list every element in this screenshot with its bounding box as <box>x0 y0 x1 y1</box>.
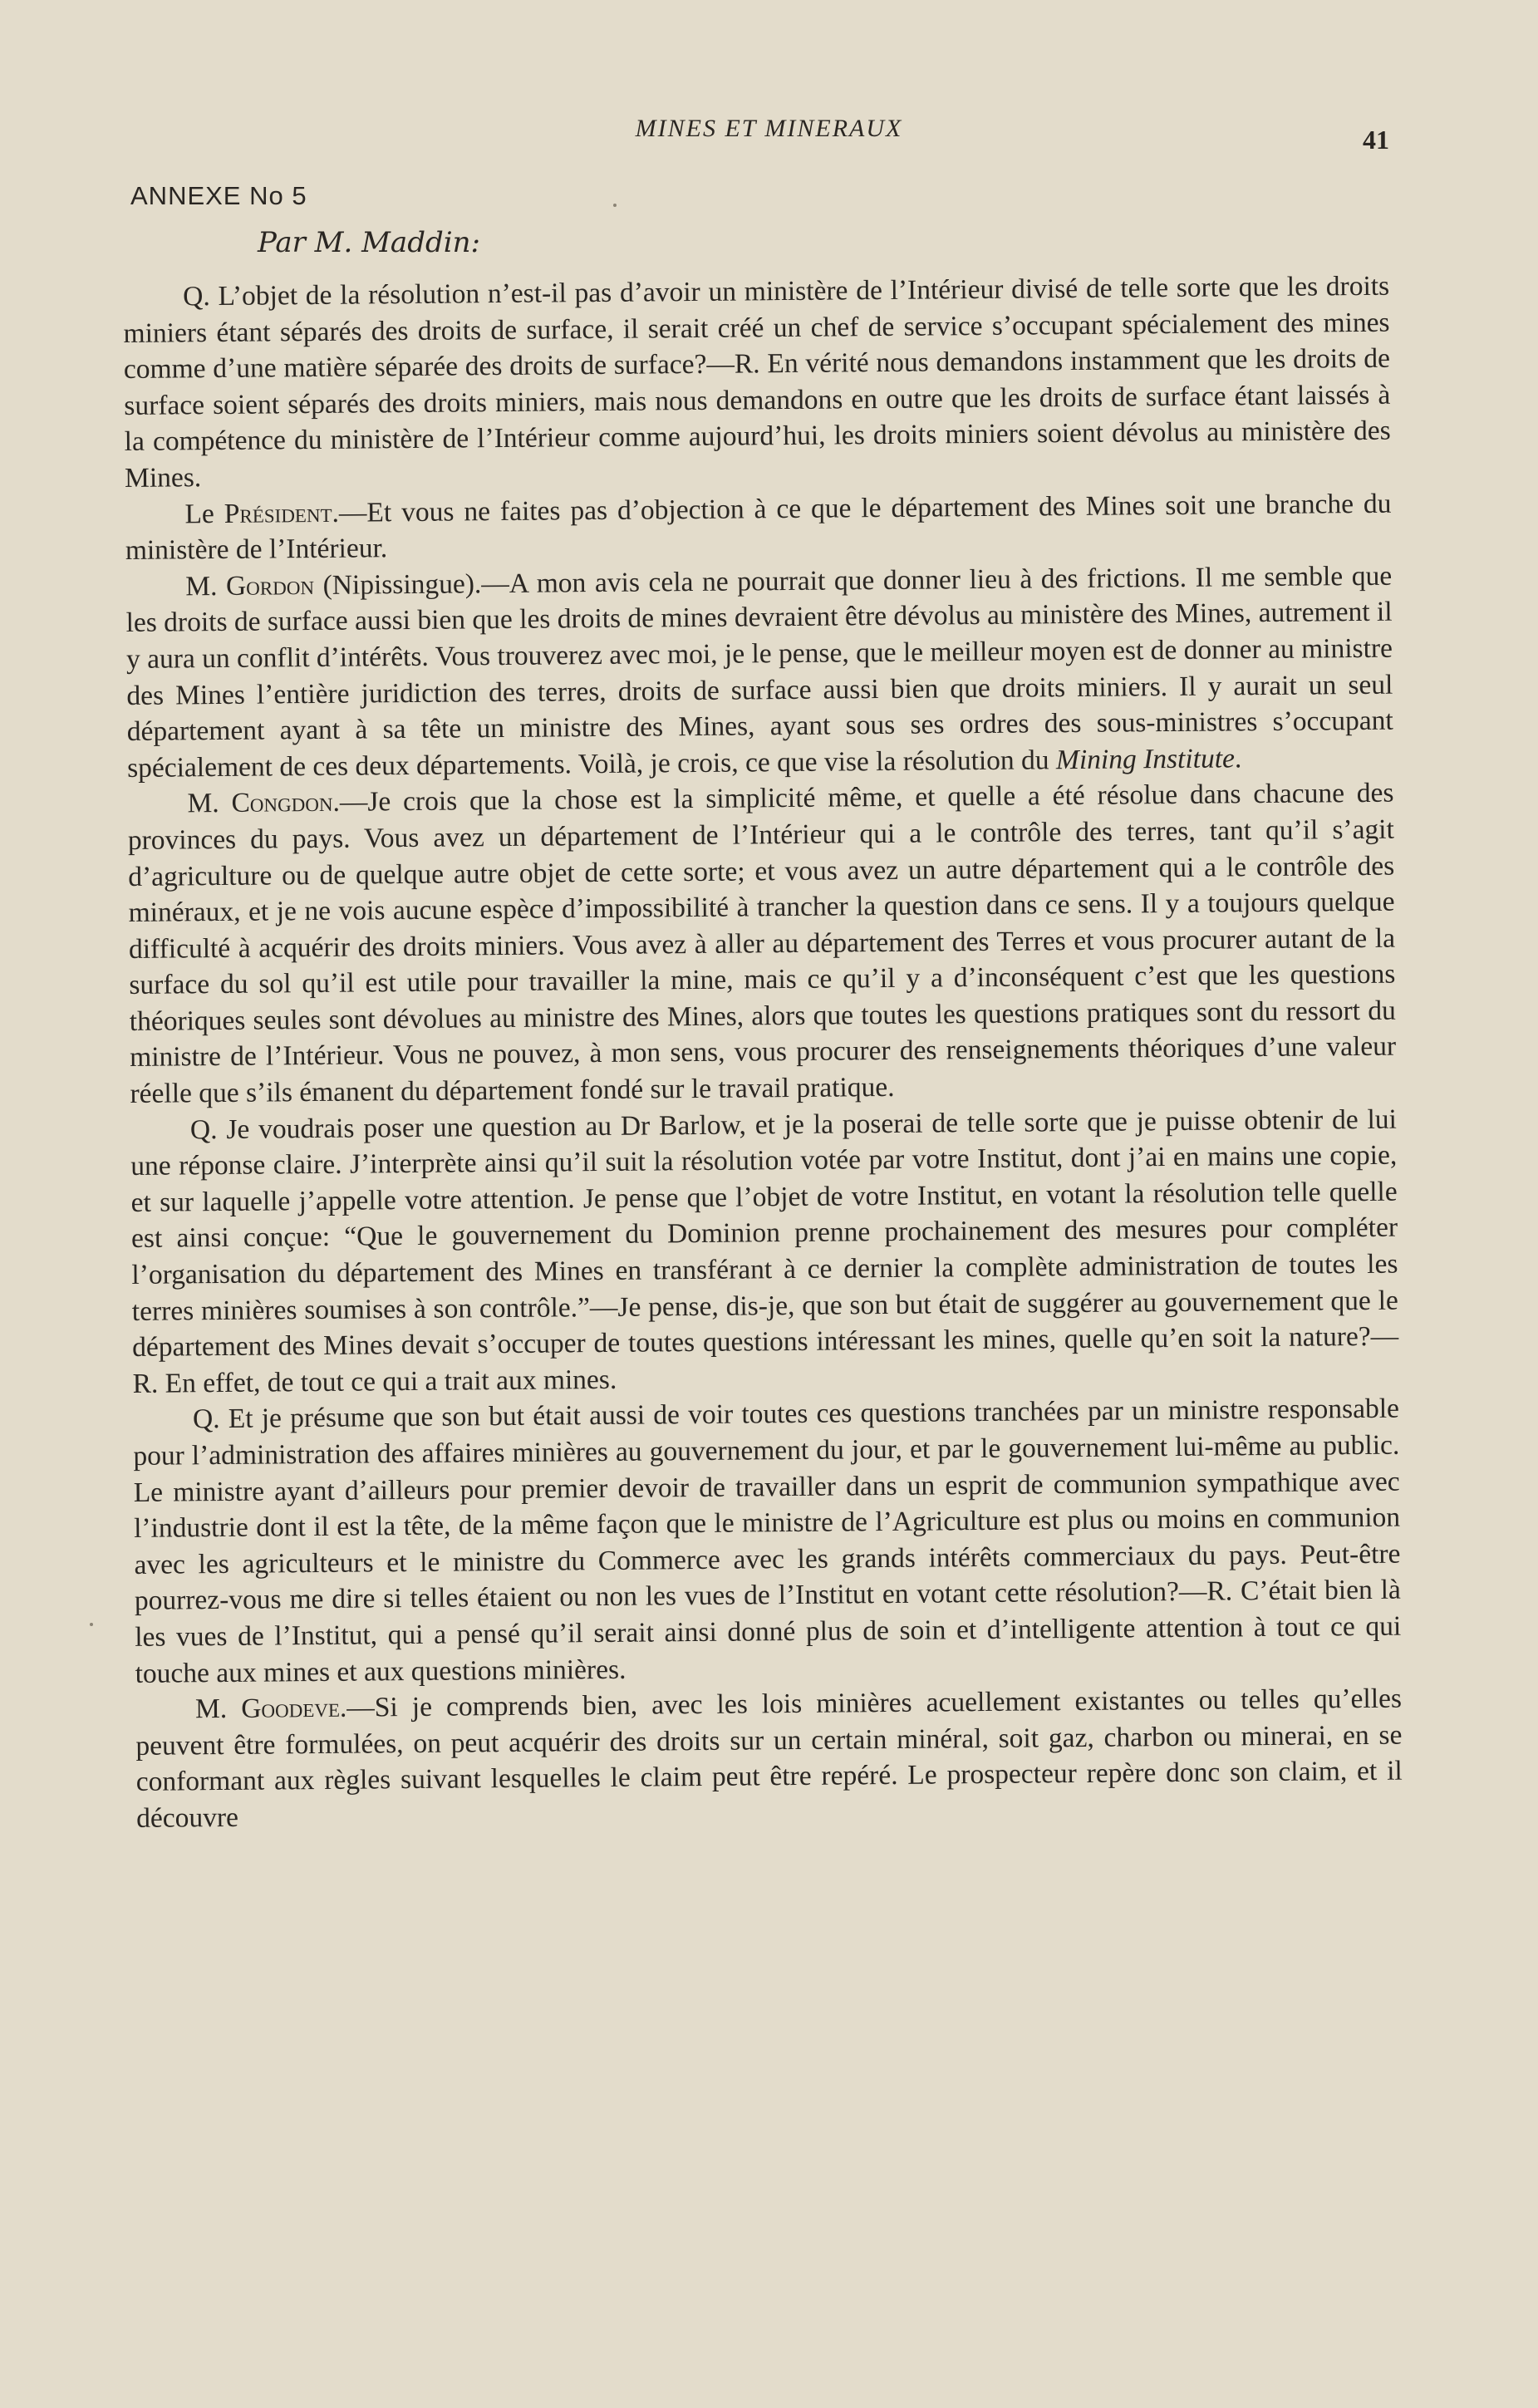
text-run: Q. Je voudrais poser une question au Dr Barlow, et je la poserai de telle sorte que je puisse obtenir de lui une réponse claire. J’interprète ainsi qu’il suit la résolution votée par votre Institut, dont j’ai en mains une copie, et sur laquelle j’appelle votre attention. Je pense que l’objet de votre Institut, en votant la résolution telle quelle est ainsi conçue: “Que le gouvernement du Dominion prenne prochainement des mesures pour compléter l’organisation du département des Mines en transférant à ce dernier la complète administration de toutes les terres minières soumises à son contrôle.”—Je pense, dis-je, que son but était de suggérer au gouvernement que le département des Mines devait s’occuper de toutes questions intéressant les mines, quelle qu’en soit la nature?—R. En effet, de tout ce qui a trait aux mines. <box>130 1103 1399 1399</box>
body-text <box>123 268 1403 1837</box>
paragraph <box>133 1391 1402 1692</box>
paragraph <box>123 268 1391 497</box>
page-number: 41 <box>1363 125 1389 155</box>
paper-speck <box>90 1623 93 1626</box>
text-run: .—Si je comprends bien, avec les lois minières acuellement existantes ou telles qu’elles peuvent être formulées, on peut acquérir des droits sur un certain minéral, soit gaz, charbon ou minerai, en se conformant aux règles suivant lesquelles le claim peut être repéré. Le prospecteur repère donc son claim, et il découvre <box>135 1683 1403 1834</box>
text-run: M. <box>187 788 232 819</box>
running-header: MINES ET MINERAUX <box>635 115 903 142</box>
text-run: Q. L’objet de la résolution n’est-il pas d’avoir un ministère de l’Intérieur divisé de telle sorte que les droits miniers étant séparés des droits de surface, il serait créé un chef de service s’occupant spécialement des mines comme d’une matière séparée des droits de surface?—R. En vérité nous demandons instamment que les droits de surface soient séparés des droits miniers, mais nous demandons en outre que les droits de surface étant laissés à la compétence du ministère de l’Intérieur comme aujourd’hui, les droits miniers soient dévolus au ministère des Mines. <box>123 270 1391 494</box>
speaker-name: Gordon <box>225 569 315 602</box>
text-run: .—Je crois que la chose est la simplicité même, et quelle a été résolue dans chacune des provinces du pays. Vous avez un département de l’Intérieur qui a le contrôle des terres, tant qu’il s’agit d’agriculture ou de quelque autre objet de cette sorte; et vous avez un autre département qui a le contrôle des minéraux, et je ne vois aucune espèce d’impossibilité à trancher la question dans ce sens. Il y a toujours quelque difficulté à acquérir des droits miniers. Vous avez à aller au département des Terres et vous procurer autant de la surface du sol qu’il est utile pour travailler la mine, mais ce qu’il y a d’inconséquent c’est que les questions théoriques seules sont dévolues au ministre des Mines, alors que toutes les questions pratiques sont du ressort du ministre de l’Intérieur. Vous ne pouvez, à mon sens, vous procurer des renseignements théoriques d’une valeur réelle que s’ils émanent du département fondé sur le travail pratique. <box>127 777 1397 1110</box>
text-run: (Nipissingue).—A mon avis cela ne pourrait que donner lieu à des frictions. Il me semble que les droits de surface aussi bien que les droits de mines devraient être dévolus au ministère des Mines, autrement il y aura un conflit d’intérêts. Vous trouverez avec moi, je le pense, que le meilleur moyen est de donner au ministre des Mines l’entière juridiction des terres, droits de surface aussi bien que droits miniers. Il y aurait un seul département ayant à sa tête un ministre des Mines, ayant sous ses ordres des sous-ministres s’occupant spécialement de ces deux départements. Voilà, je crois, ce que vise la résolution du <box>125 560 1393 784</box>
text-run: Le <box>184 498 224 529</box>
speaker-name: Congdon <box>231 787 333 819</box>
text-run: . <box>1234 742 1242 774</box>
text-run: .—Et vous ne faites pas d’objection à ce que le département des Mines soit une branche du ministère de l’Intérieur. <box>125 488 1392 567</box>
text-run: M. <box>185 570 227 602</box>
italic-text: Mining Institute <box>1055 743 1236 775</box>
annexe-title: ANNEXE No 5 <box>130 181 307 210</box>
paragraph <box>125 558 1393 786</box>
text-run: M. <box>194 1693 242 1725</box>
paragraph <box>135 1681 1403 1837</box>
paragraph <box>127 775 1396 1113</box>
paragraph <box>130 1101 1399 1402</box>
paper-speck <box>613 204 617 207</box>
speaker-intro: Par M. Maddin: <box>258 226 480 259</box>
speaker-name: Président <box>224 497 332 529</box>
text-run: Q. Et je présume que son but était aussi de voir toutes ces questions tranchées par un ministre responsable pour l’administration des affaires minières au gouvernement du jour, et par le gouvernement lui-même au public. Le ministre ayant d’ailleurs pour premier devoir de travailler dans un esprit de communion sympathique avec l’industrie dont il est la tête, de la même façon que le ministre de l’Agriculture est plus ou moins en communion avec les agriculteurs et le ministre du Commerce avec les grands intérêts commerciaux du pays. Peut-être pourrez-vous me dire si telles étaient ou non les vues de l’Institut en votant cette résolution?—R. C’était bien là les vues de l’Institut, qui a pensé qu’il serait ainsi donné plus de soin et d’intelligente attention à tout ce qui touche aux mines et aux questions minières. <box>133 1393 1402 1689</box>
speaker-name: Goodeve <box>241 1692 341 1724</box>
paragraph <box>125 485 1392 568</box>
